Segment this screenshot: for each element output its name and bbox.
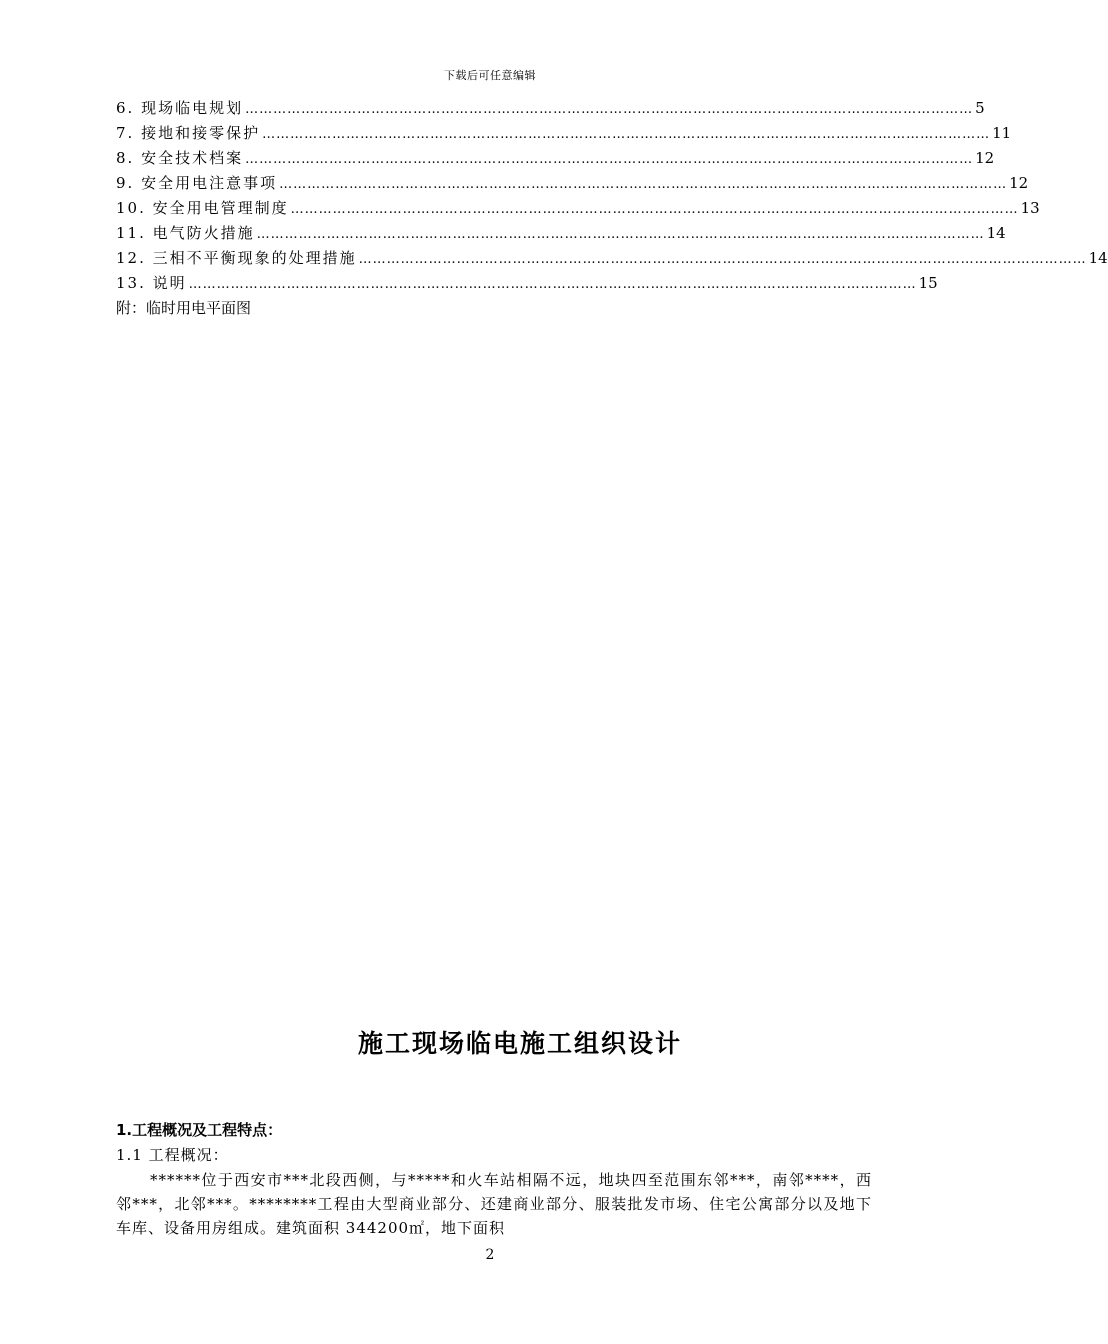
toc-item-page: 11 bbox=[992, 124, 1012, 142]
toc-item bbox=[116, 197, 1040, 222]
toc-item-label: 12. 三相不平衡现象的处理措施 bbox=[116, 249, 357, 267]
toc-leader: ………………………………………………………………………………………………………………………………………… bbox=[262, 127, 991, 142]
table-of-contents bbox=[116, 97, 1108, 322]
toc-item bbox=[116, 272, 938, 297]
page-number: 2 bbox=[485, 1247, 495, 1263]
toc-item-label: 9. 安全用电注意事项 bbox=[116, 174, 278, 192]
toc-leader: ………………………………………………………………………………………………………………………………………… bbox=[245, 102, 974, 117]
toc-item bbox=[116, 247, 1108, 272]
body-paragraph: ******位于西安市***北段西侧，与*****和火车站相隔不远，地块四至范围东邻***，南邻****，西邻***，北邻***。********工程由大型商业部分、还建商业部分、服装批发市场、住宅公寓部分以及地下车库、设备用房组成。建筑面积 344200㎡，地下面积 bbox=[116, 1171, 872, 1237]
toc-leader: ………………………………………………………………………………………………………………………………………… bbox=[256, 227, 985, 242]
toc-item bbox=[116, 122, 1012, 147]
toc-item-label: 13. 说明 bbox=[116, 274, 187, 292]
toc-item-page: 12 bbox=[1009, 174, 1029, 192]
toc-item-page: 15 bbox=[918, 274, 938, 292]
toc-item bbox=[116, 222, 1006, 247]
toc-leader: ………………………………………………………………………………………………………………………………………… bbox=[188, 277, 917, 292]
toc-item-page: 12 bbox=[975, 149, 995, 167]
toc-item-label: 8. 安全技术档案 bbox=[116, 149, 244, 167]
toc-appendix: 附：临时用电平面图 bbox=[116, 299, 252, 317]
toc-leader: ………………………………………………………………………………………………………………………………………… bbox=[290, 202, 1019, 217]
toc-leader: ………………………………………………………………………………………………………………………………………… bbox=[279, 177, 1008, 192]
section-heading: 1.工程概况及工程特点： bbox=[116, 1121, 283, 1139]
subsection-heading: 1.1 工程概况： bbox=[116, 1146, 229, 1164]
toc-item-page: 14 bbox=[1088, 249, 1108, 267]
toc-item bbox=[116, 172, 1029, 197]
toc-item-page: 13 bbox=[1020, 199, 1040, 217]
page-header: 下载后可任意编辑 bbox=[444, 69, 536, 82]
toc-item-label: 7. 接地和接零保护 bbox=[116, 124, 261, 142]
toc-item bbox=[116, 97, 985, 122]
toc-leader: ………………………………………………………………………………………………………………………………………… bbox=[245, 152, 974, 167]
document-title: 施工现场临电施工组织设计 bbox=[357, 1029, 682, 1058]
toc-item-page: 14 bbox=[986, 224, 1006, 242]
toc-item-page: 5 bbox=[975, 99, 985, 117]
toc-leader: ………………………………………………………………………………………………………………………………………… bbox=[358, 252, 1087, 267]
toc-item bbox=[116, 147, 995, 172]
toc-item-label: 10. 安全用电管理制度 bbox=[116, 199, 289, 217]
toc-item-label: 11. 电气防火措施 bbox=[116, 224, 255, 242]
toc-item-label: 6. 现场临电规划 bbox=[116, 99, 244, 117]
